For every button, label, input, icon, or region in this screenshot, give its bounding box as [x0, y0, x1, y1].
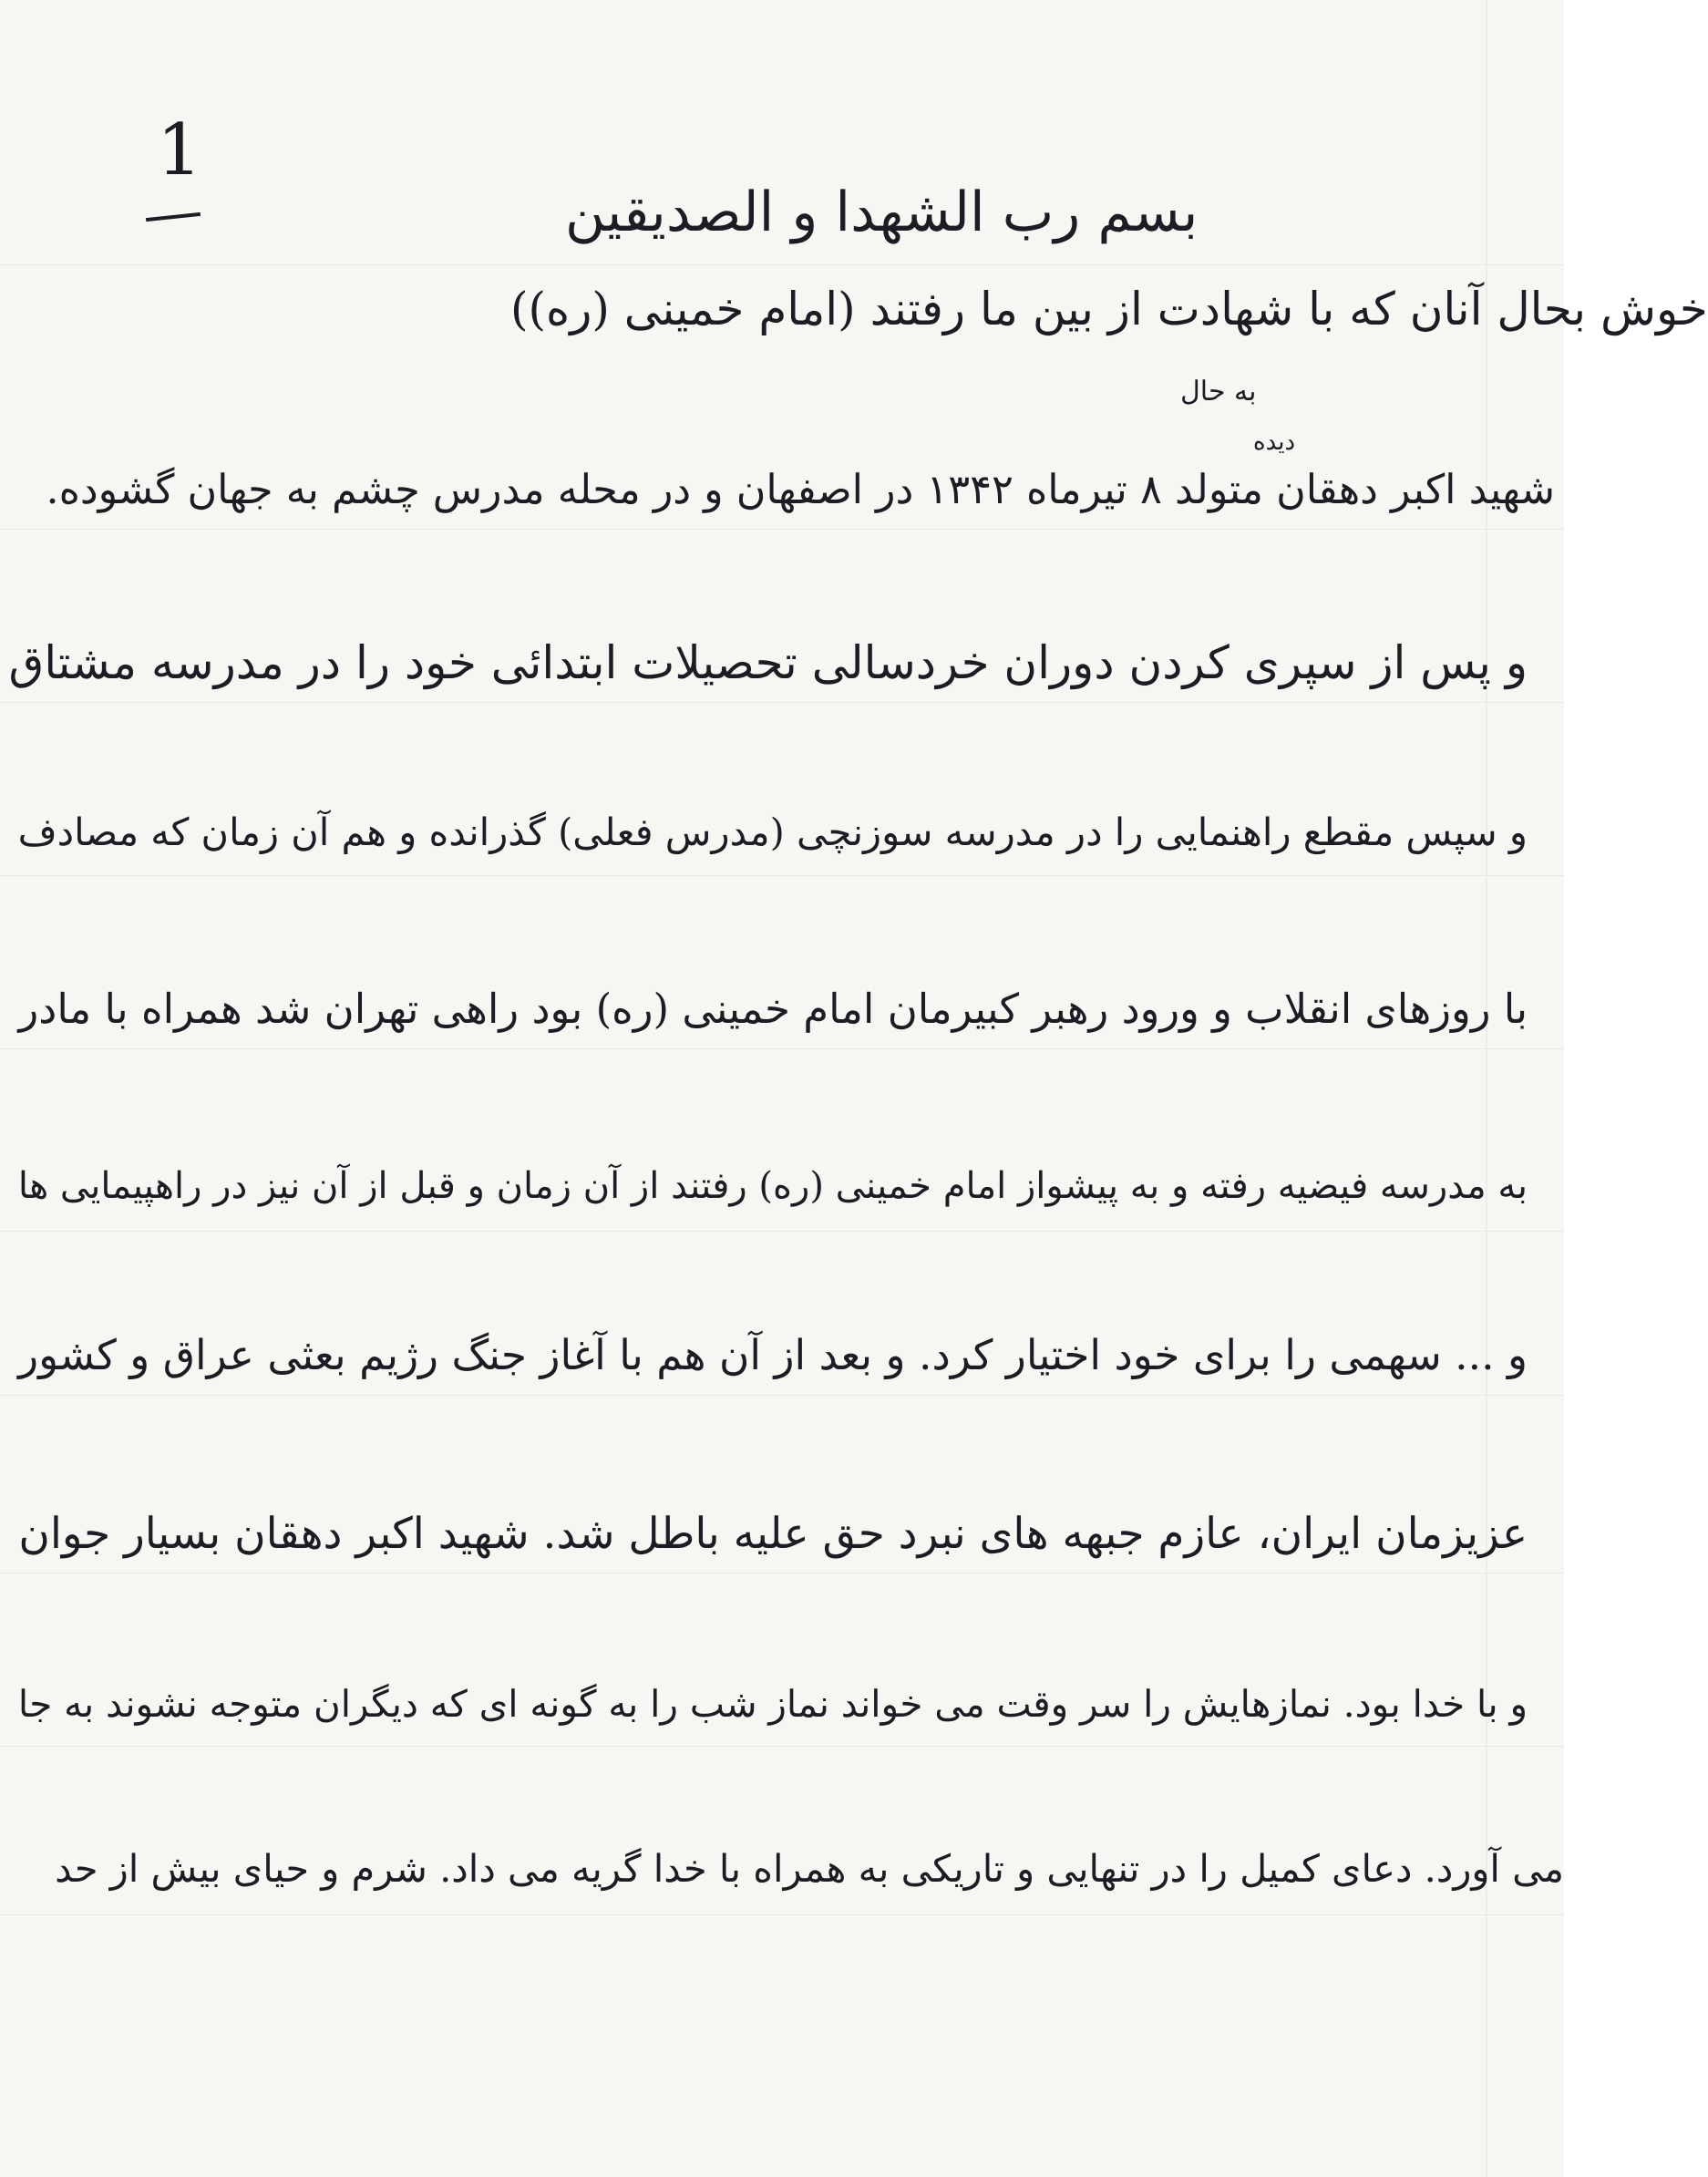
paper-rule	[0, 1914, 1564, 1915]
paper-rule	[0, 1048, 1564, 1049]
bismillah-heading: بسم رب الشهدا و الصدیقین	[565, 181, 1199, 244]
page-number-underline	[146, 212, 201, 222]
text-line: با روزهای انقلاب و ورود رهبر کبیرمان امام خمینی (ره) بود راهی تهران شد همراه با مادر	[18, 985, 1528, 1033]
text-line: و ... سهمی را برای خود اختیار کرد. و بعد از آن هم با آغاز جنگ رژیم بعثی عراق و کشور	[18, 1331, 1528, 1379]
paper-rule	[0, 529, 1564, 530]
page-number: 1	[157, 109, 202, 191]
text-line: و با خدا بود. نمازهایش را سر وقت می خواند نماز شب را به گونه ای که دیگران متوجه نشوند به جا	[17, 1682, 1528, 1726]
text-line: شهید اکبر دهقان متولد ۸ تیرماه ۱۳۴۲ در اصفهان و در محله مدرس چشم به جهان گشوده.	[46, 467, 1555, 513]
paper-rule	[0, 702, 1564, 703]
paper-rule	[0, 1231, 1564, 1232]
paper-rule	[0, 875, 1564, 876]
paper-rule	[0, 1746, 1564, 1747]
text-line: به مدرسه فیضیه رفته و به پیشواز امام خمینی (ره) رفتند از آن زمان و قبل از آن نیز در راهپیمایی ها	[17, 1165, 1528, 1207]
text-line: عزیزمان ایران، عازم جبهه های نبرد حق علیه باطل شد. شهید اکبر دهقان بسیار جوان	[18, 1509, 1528, 1559]
text-line: می آورد. دعای کمیل را در تنهایی و تاریکی به همراه با خدا گریه می داد. شرم و حیای بیش از حد	[55, 1846, 1564, 1891]
paper-rule	[0, 1395, 1564, 1396]
text-line: و سپس مقطع راهنمایی را در مدرسه سوزنچی (مدرس فعلی) گذرانده و هم آن زمان که مصادف	[17, 810, 1528, 854]
opening-quote: خوش بحال آنان که با شهادت از بین ما رفتند (امام خمینی (ره))	[510, 283, 1708, 335]
line-insertion: دیده	[1253, 428, 1296, 456]
text-line: و پس از سپری کردن دوران خردسالی تحصیلات ابتدائی خود را در مدرسه مشتاق	[8, 636, 1528, 689]
quote-insertion: به حال	[1180, 376, 1257, 408]
paper-rule	[0, 264, 1564, 265]
